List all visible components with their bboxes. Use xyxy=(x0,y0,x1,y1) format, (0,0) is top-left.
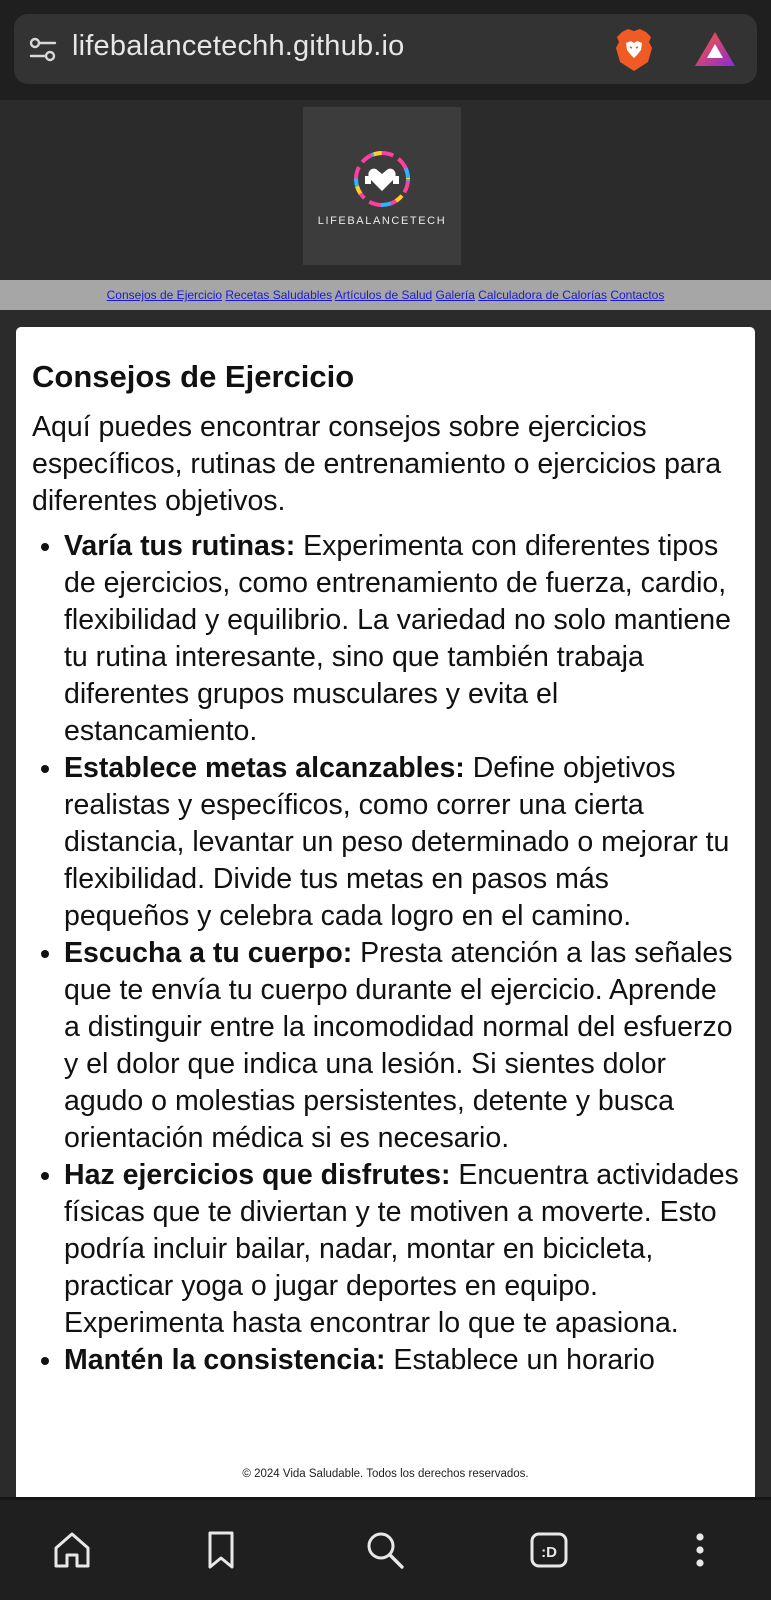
tip-title: Varía tus rutinas: xyxy=(64,530,296,562)
tabs-icon[interactable] xyxy=(527,1528,571,1572)
browser-toolbar xyxy=(0,0,771,100)
main-navigation xyxy=(0,280,771,310)
tip-text: Establece un horario xyxy=(385,1344,655,1376)
list-item xyxy=(64,935,739,1157)
logo-text: LIFEBALANCETECH xyxy=(317,215,447,227)
content-card xyxy=(16,327,755,1527)
site-settings-icon[interactable] xyxy=(28,35,58,65)
fitness-heart-logo-icon xyxy=(348,145,416,213)
list-item xyxy=(64,1157,739,1342)
brave-shields-icon[interactable] xyxy=(614,28,654,72)
tip-text: Experimenta con diferentes tipos de ejercicios, como entrenamiento de fuerza, cardio, flexibilidad y equilibrio. La variedad no solo mantiene tu rutina interesante, sino que también trabaja diferentes grupos musculares y evita el estancamiento. xyxy=(64,530,731,747)
svg-text::D: :D xyxy=(541,1544,557,1561)
tip-text: Encuentra actividades físicas que te diviertan y te motiven a moverte. Esto podría incluir bailar, nadar, montar en bicicleta, practicar yoga o jugar deportes en equipo. Experimenta hasta encontrar lo que te apasiona. xyxy=(64,1159,739,1339)
more-icon[interactable] xyxy=(678,1528,722,1572)
browser-bottom-bar xyxy=(0,1500,771,1600)
section-title: Consejos de Ejercicio xyxy=(32,359,355,394)
list-item xyxy=(64,1342,739,1379)
search-icon[interactable] xyxy=(363,1528,407,1572)
url-text[interactable]: lifebalancetechh.github.io xyxy=(72,30,405,62)
tip-title: Escucha a tu cuerpo: xyxy=(64,937,353,969)
nav-link-calculadora[interactable]: Calculadora de Calorías xyxy=(478,288,607,302)
tip-text: Define objetivos realistas y específicos, como correr una cierta distancia, levantar un peso determinado o mejorar tu flexibilidad. Divide tus metas en pasos más pequeños y celebra cada logro en el camino. xyxy=(64,752,730,932)
footer-copyright: © 2024 Vida Saludable. Todos los derechos reservados. xyxy=(242,1468,529,1480)
nav-link-contactos[interactable]: Contactos xyxy=(610,288,665,302)
nav-link-articulos[interactable]: Artículos de Salud xyxy=(334,288,433,302)
brave-rewards-icon[interactable] xyxy=(694,30,736,68)
tips-list xyxy=(32,528,739,1379)
site-logo[interactable] xyxy=(303,107,461,265)
list-item xyxy=(64,528,739,750)
web-page xyxy=(0,100,771,1500)
section-intro: Aquí puedes encontrar consejos sobre ejercicios específicos, rutinas de entrenamiento o ejercicios para diferentes objetivos. xyxy=(32,411,722,517)
tip-title: Establece metas alcanzables: xyxy=(64,752,465,784)
bookmark-icon[interactable] xyxy=(199,1528,243,1572)
tip-title: Mantén la consistencia: xyxy=(64,1344,386,1376)
list-item xyxy=(64,750,739,935)
nav-link-galeria[interactable]: Galería xyxy=(435,288,475,302)
tip-text: Presta atención a las señales que te envía tu cuerpo durante el ejercicio. Aprende a distinguir entre la incomodidad normal del esfuerzo y el dolor que indica una lesión. Si sientes dolor agudo o molestias persistentes, detente y busca orientación médica si es necesario. xyxy=(64,937,733,1154)
home-icon[interactable] xyxy=(50,1528,94,1572)
nav-link-recetas[interactable]: Recetas Saludables xyxy=(225,288,333,302)
nav-link-consejos[interactable]: Consejos de Ejercicio xyxy=(106,288,223,302)
tip-title: Haz ejercicios que disfrutes: xyxy=(64,1159,451,1191)
